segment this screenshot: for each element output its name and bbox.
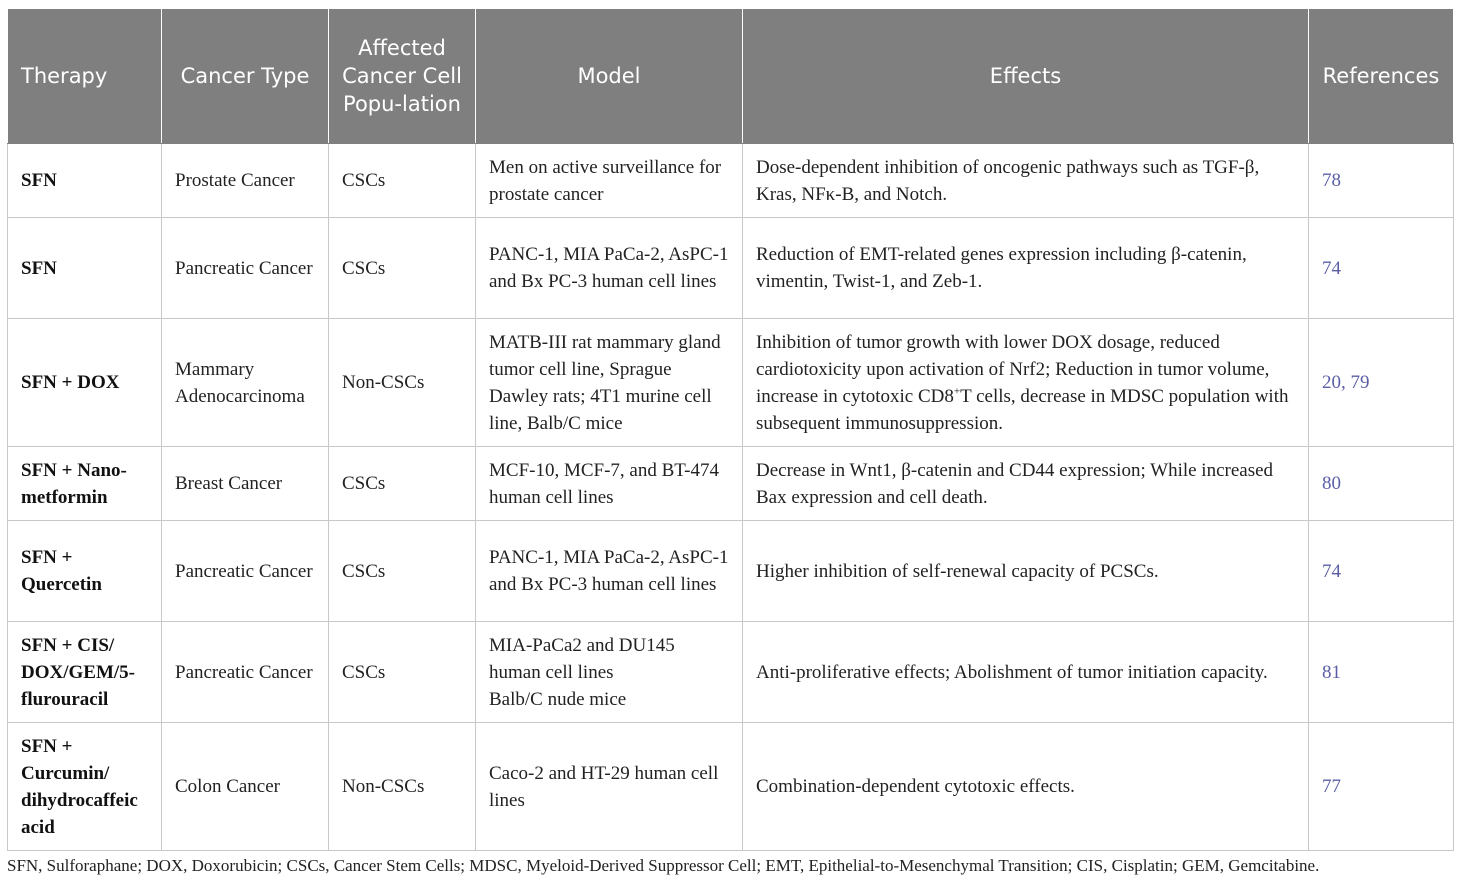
effects-cell: Reduction of EMT-related genes expression including β-catenin, vimentin, Twist-1, and Zeb-1. <box>743 218 1309 319</box>
model-cell <box>476 622 743 723</box>
table-row <box>8 521 1454 622</box>
population-cell: Non-CSCs <box>329 723 476 851</box>
header-model: Model <box>476 9 743 144</box>
table-row <box>8 447 1454 521</box>
cancer-type-cell: Pancreatic Cancer <box>162 218 329 319</box>
table-footnote: SFN, Sulforaphane; DOX, Doxorubicin; CSCs, Cancer Stem Cells; MDSC, Myeloid-Derived Suppressor Cell; EMT, Epithelial-to-Mesenchymal Transition; CIS, Cisplatin; GEM, Gemcitabine. <box>7 856 1320 875</box>
reference-link[interactable]: 78 <box>1322 170 1341 191</box>
model-cell: PANC-1, MIA PaCa-2, AsPC-1 and Bx PC-3 human cell lines <box>476 218 743 319</box>
model-cell: Men on active surveillance for prostate cancer <box>476 144 743 218</box>
header-references: References <box>1309 9 1454 144</box>
cancer-type-cell: Colon Cancer <box>162 723 329 851</box>
references-cell <box>1309 622 1454 723</box>
table-row <box>8 144 1454 218</box>
model-cell: PANC-1, MIA PaCa-2, AsPC-1 and Bx PC-3 human cell lines <box>476 521 743 622</box>
therapy-cell: SFN <box>8 218 162 319</box>
therapy-cell: SFN + Curcumin/ dihydrocaffeic acid <box>8 723 162 851</box>
reference-link[interactable]: 79 <box>1350 372 1370 393</box>
therapy-cell: SFN + Nano-metformin <box>8 447 162 521</box>
references-cell <box>1309 144 1454 218</box>
therapy-cell: SFN + DOX <box>8 319 162 447</box>
table-header-row <box>8 9 1454 144</box>
effects-cell: Decrease in Wnt1, β-catenin and CD44 expression; While increased Bax expression and cell death. <box>743 447 1309 521</box>
cancer-type-cell: Pancreatic Cancer <box>162 622 329 723</box>
references-cell <box>1309 521 1454 622</box>
effects-cell: Combination-dependent cytotoxic effects. <box>743 723 1309 851</box>
reference-link[interactable]: 74 <box>1322 257 1341 279</box>
reference-link[interactable]: 81 <box>1322 661 1341 683</box>
table-row <box>8 723 1454 851</box>
header-therapy: Therapy <box>8 9 162 144</box>
population-cell: Non-CSCs <box>329 319 476 447</box>
table-row <box>8 319 1454 447</box>
references-cell <box>1309 723 1454 851</box>
effects-cell: Dose-dependent inhibition of oncogenic pathways such as TGF-β, Kras, NFκ-B, and Notch. <box>743 144 1309 218</box>
population-cell: CSCs <box>329 144 476 218</box>
effects-cell: Higher inhibition of self-renewal capacity of PCSCs. <box>743 521 1309 622</box>
superscript-plus: + <box>953 385 961 398</box>
model-cell: MCF-10, MCF-7, and BT-474 human cell lines <box>476 447 743 521</box>
model-line: MIA-PaCa2 and DU145 human cell lines <box>489 634 675 683</box>
references-cell <box>1309 319 1454 447</box>
model-cell: Caco-2 and HT-29 human cell lines <box>476 723 743 851</box>
population-cell: CSCs <box>329 218 476 319</box>
header-effects: Effects <box>743 9 1309 144</box>
header-cancer-type: Cancer Type <box>162 9 329 144</box>
header-population: Affected Cancer Cell Popu-lation <box>329 9 476 144</box>
population-cell: CSCs <box>329 447 476 521</box>
effects-text: T cells, decrease in MDSC population with subsequent immunosuppression. <box>756 385 1289 434</box>
cancer-type-cell: Mammary Adenocarcinoma <box>162 319 329 447</box>
table-row <box>8 622 1454 723</box>
reference-link[interactable]: 20 <box>1322 372 1341 393</box>
references-cell <box>1309 447 1454 521</box>
reference-link[interactable]: 74 <box>1322 560 1341 582</box>
effects-cell <box>743 319 1309 447</box>
cancer-type-cell: Breast Cancer <box>162 447 329 521</box>
cancer-type-cell: Pancreatic Cancer <box>162 521 329 622</box>
reference-separator: , <box>1341 372 1351 393</box>
reference-link[interactable]: 77 <box>1322 776 1341 797</box>
therapy-table <box>7 8 1454 851</box>
cancer-type-cell: Prostate Cancer <box>162 144 329 218</box>
reference-link[interactable]: 80 <box>1322 473 1341 494</box>
model-line: Balb/C nude mice <box>489 688 627 710</box>
population-cell: CSCs <box>329 521 476 622</box>
population-cell: CSCs <box>329 622 476 723</box>
therapy-cell: SFN + CIS/ DOX/GEM/5-flurouracil <box>8 622 162 723</box>
therapy-cell: SFN <box>8 144 162 218</box>
references-cell <box>1309 218 1454 319</box>
effects-cell: Anti-proliferative effects; Abolishment of tumor initiation capacity. <box>743 622 1309 723</box>
model-cell: MATB-III rat mammary gland tumor cell line, Sprague Dawley rats; 4T1 murine cell line, Balb/C mice <box>476 319 743 447</box>
table-row <box>8 218 1454 319</box>
therapy-cell: SFN + Quercetin <box>8 521 162 622</box>
effects-text: Inhibition of tumor growth with lower DOX dosage, reduced cardiotoxicity upon activation of Nrf2; Reduction in tumor volume, increase in cytotoxic CD8 <box>756 331 1270 407</box>
therapy-table-container <box>7 8 1453 851</box>
